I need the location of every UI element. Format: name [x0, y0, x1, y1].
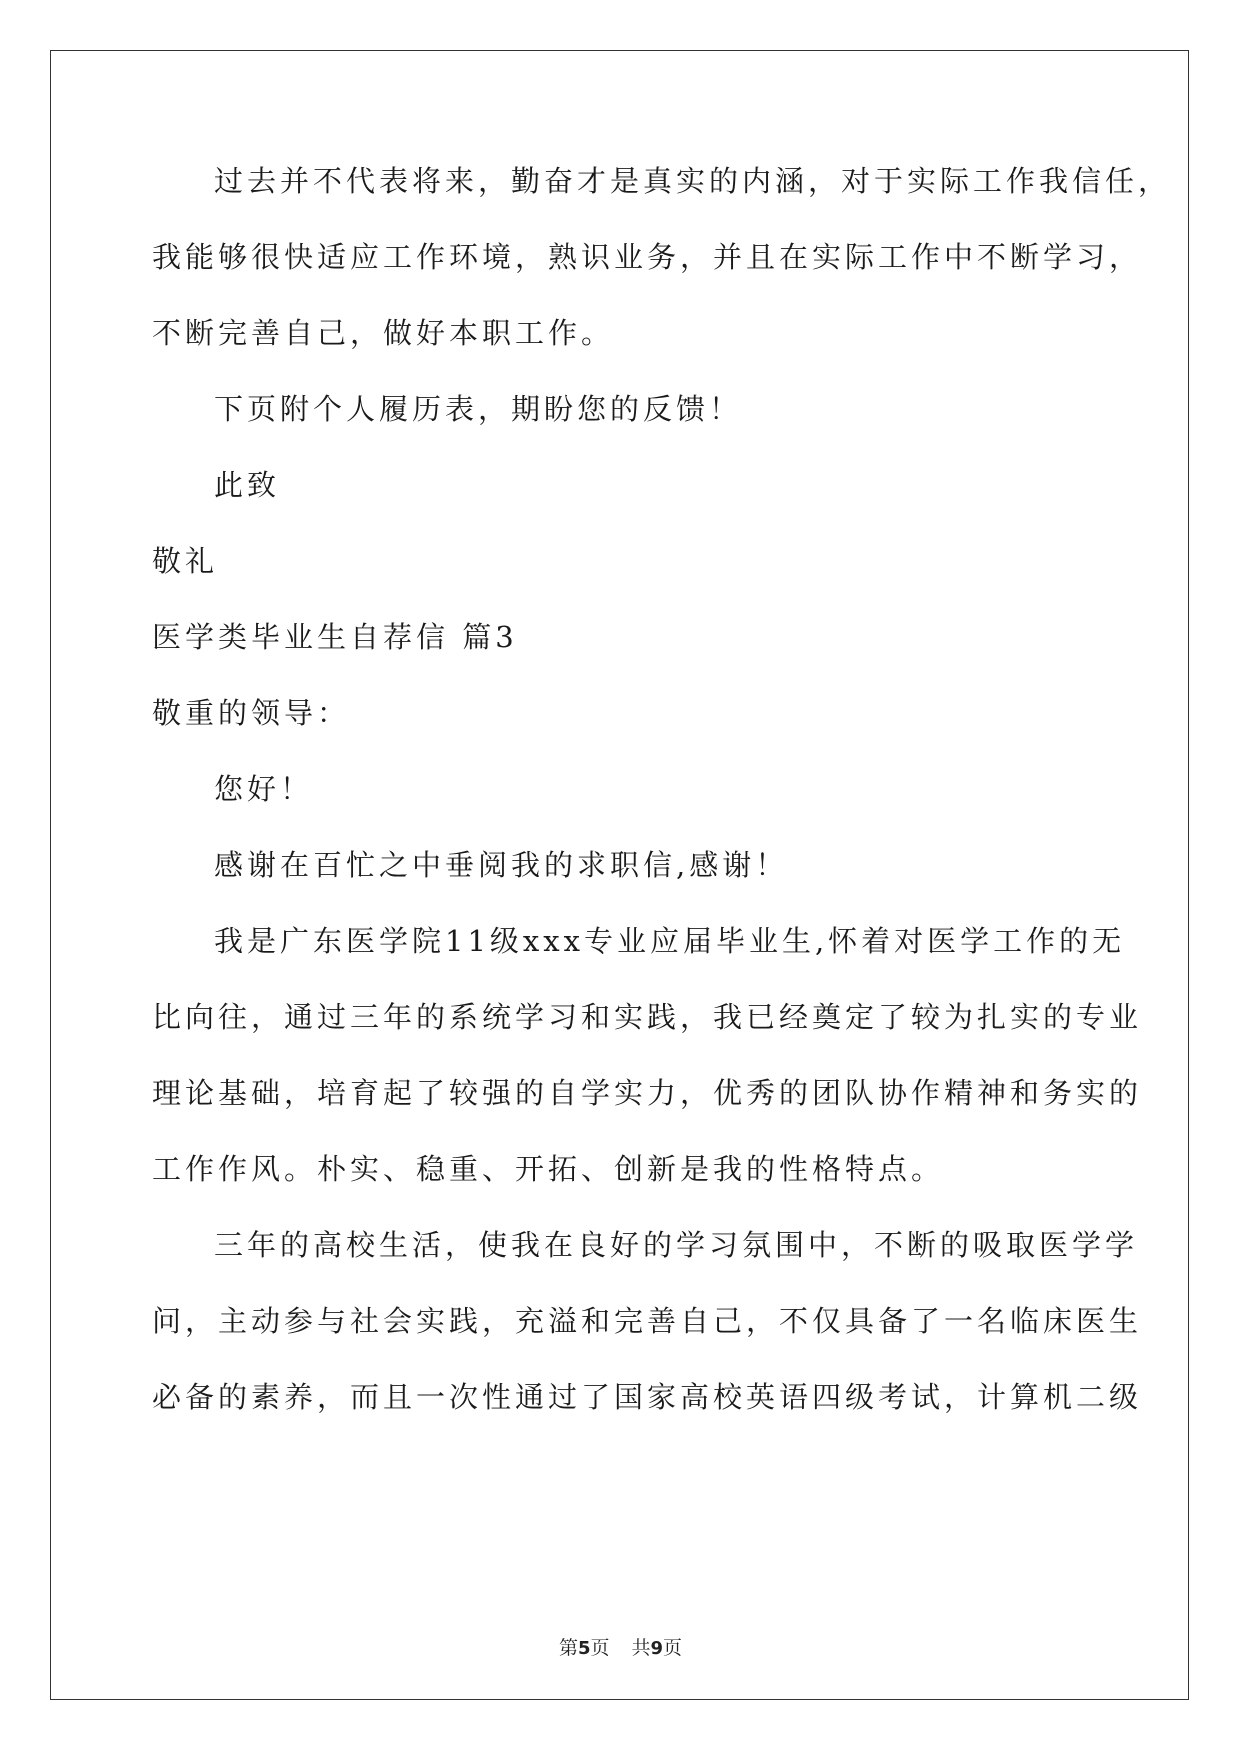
- section-heading: 医学类毕业生自荐信 篇3: [152, 620, 518, 654]
- letter-greeting: 敬重的领导：: [152, 696, 351, 730]
- closing-salutation: 此致: [214, 468, 281, 502]
- footer-total-pages: 9: [650, 1638, 664, 1659]
- paragraph-line: 三年的高校生活，使我在良好的学习氛围中，不断的吸取医学学: [214, 1228, 1139, 1262]
- paragraph-line: 下页附个人履历表，期盼您的反馈！: [214, 392, 743, 426]
- paragraph-line: 必备的素养，而且一次性通过了国家高校英语四级考试，计算机二级: [152, 1380, 1143, 1414]
- letter-salutation: 您好！: [214, 772, 314, 806]
- footer-total-prefix: 共: [631, 1637, 651, 1659]
- footer-page-unit: 页: [590, 1637, 610, 1659]
- footer-current-page: 5: [577, 1638, 591, 1659]
- paragraph-line: 我是广东医学院11级xxx专业应届毕业生,怀着对医学工作的无: [214, 924, 1126, 958]
- paragraph-line: 感谢在百忙之中垂阅我的求职信,感谢！: [214, 848, 789, 882]
- page-footer: [0, 1633, 1241, 1660]
- paragraph-line: 理论基础，培育起了较强的自学实力，优秀的团队协作精神和务实的: [152, 1076, 1143, 1110]
- paragraph-line: 过去并不代表将来，勤奋才是真实的内涵，对于实际工作我信任，: [214, 164, 1172, 198]
- footer-total-unit: 页: [663, 1637, 683, 1659]
- paragraph-line: 不断完善自己，做好本职工作。: [152, 316, 615, 350]
- closing-regards: 敬礼: [152, 544, 219, 578]
- paragraph-line: 比向往，通过三年的系统学习和实践，我已经奠定了较为扎实的专业: [152, 1000, 1143, 1034]
- paragraph-line: 问，主动参与社会实践，充溢和完善自己，不仅具备了一名临床医生: [152, 1304, 1143, 1338]
- paragraph-line: 工作作风。朴实、稳重、开拓、创新是我的性格特点。: [152, 1152, 945, 1186]
- footer-page-prefix: 第: [558, 1637, 578, 1659]
- paragraph-line: 我能够很快适应工作环境，熟识业务，并且在实际工作中不断学习，: [152, 240, 1143, 274]
